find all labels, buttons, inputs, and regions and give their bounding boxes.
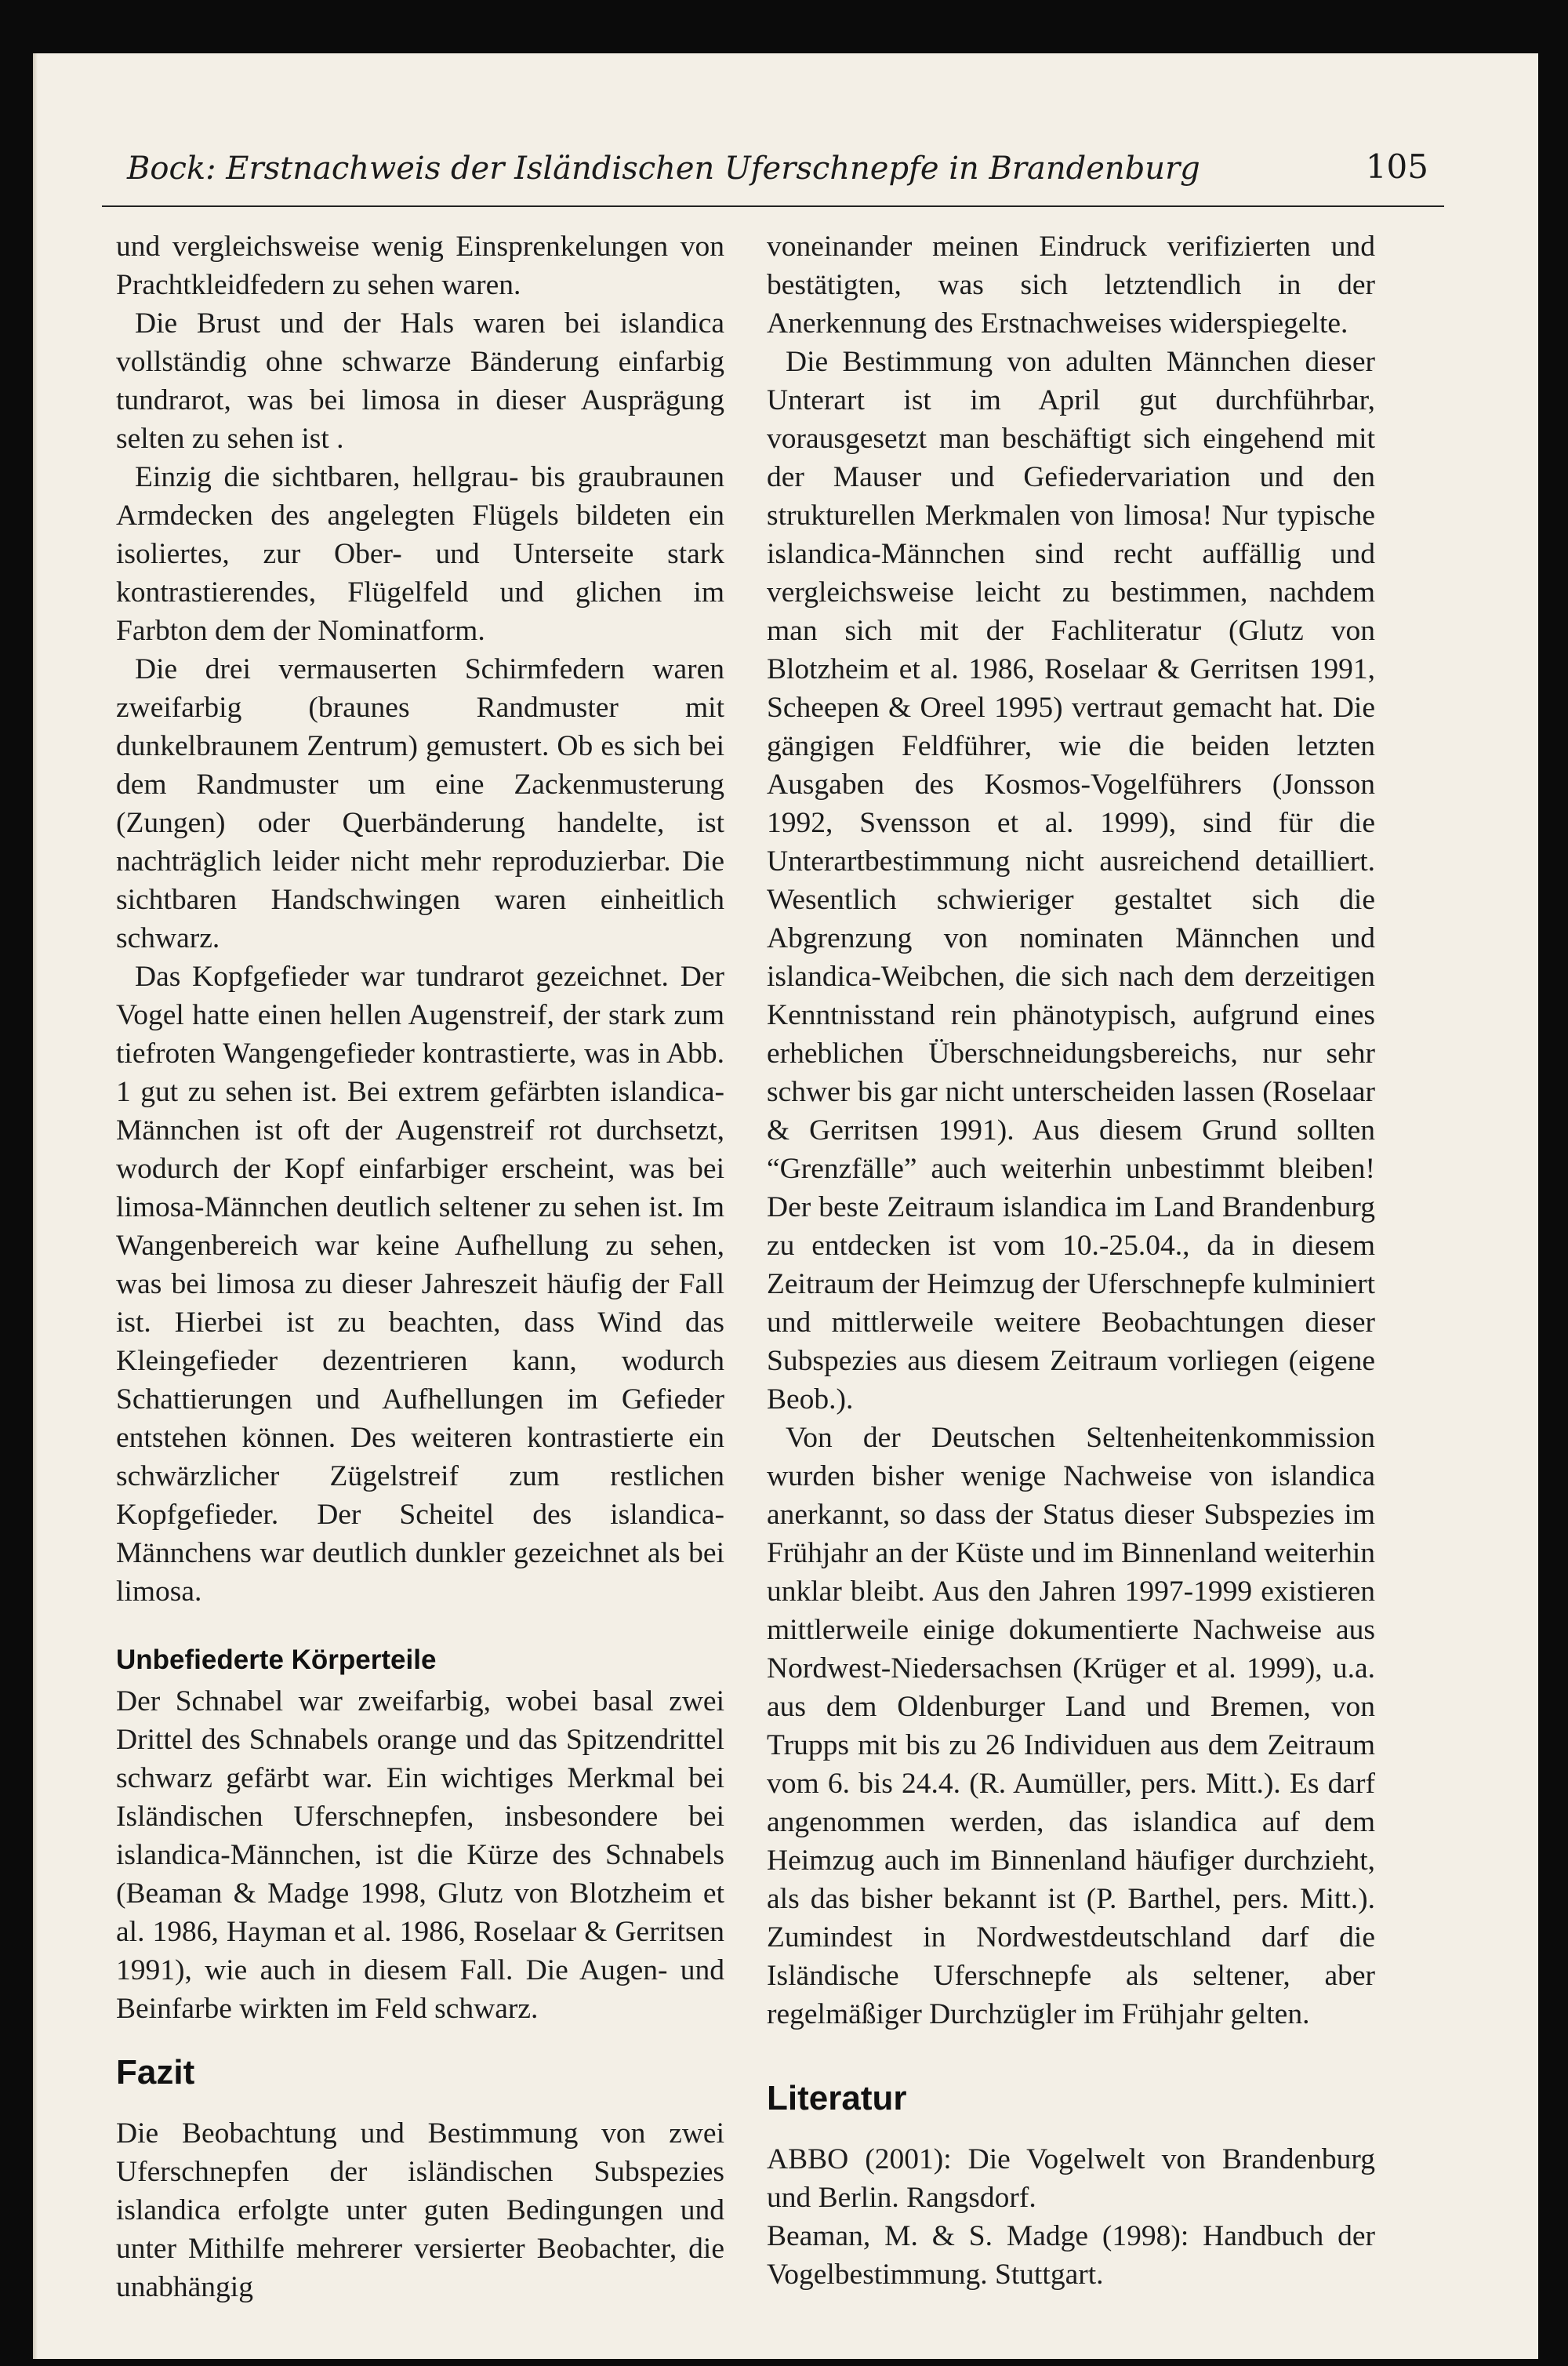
left-column <box>116 227 724 2306</box>
reference-entry: ABBO (2001): Die Vogelwelt von Brandenburg und Berlin. Rangsdorf. <box>767 2143 1375 2214</box>
paragraph: Die drei vermauserten Schirmfedern waren zweifarbig (braunes Randmuster mit dunkelbraunem Zentrum) gemustert. Ob es sich bei dem Randmuster um eine Zackenmusterung (Zungen) oder Querbänderung handelte, ist nachträglich leider nicht mehr reproduzierbar. Die sichtbaren Handschwingen waren einheitlich schwarz. <box>116 653 724 954</box>
scan-edge-shadow <box>33 53 38 2359</box>
paragraph: Die Brust und der Hals waren bei islandica vollständig ohne schwarze Bänderung einfarbig tundrarot, was bei limosa in dieser Ausprägung selten zu sehen ist . <box>116 307 724 455</box>
page-header <box>102 146 1444 207</box>
running-head: Bock: Erstnachweis der Isländischen Uferschnepfe in Brandenburg <box>127 151 1200 187</box>
paragraph: Der Schnabel war zweifarbig, wobei basal zwei Drittel des Schnabels orange und das Spitzendrittel schwarz gefärbt war. Ein wichtiges Merkmal bei Isländischen Uferschnepfen, insbesondere bei islandica-Männchen, ist die Kürze des Schnabels (Beaman & Madge 1998, Glutz von Blotzheim et al. 1986, Hayman et al. 1986, Roselaar & Gerritsen 1991), wie auch in diesem Fall. Die Augen- und Beinfarbe wirkten im Feld schwarz. <box>116 1685 724 2025</box>
right-column <box>767 227 1375 2294</box>
section-heading-fazit: Fazit <box>116 2053 195 2092</box>
paragraph: Die Beobachtung und Bestimmung von zwei Uferschnepfen der isländischen Subspezies islandica erfolgte unter guten Bedingungen und unter Mithilfe mehrerer versierter Beobachter, die unabhängig <box>116 2117 724 2303</box>
section-heading-literatur: Literatur <box>767 2079 907 2117</box>
section-heading-unbefiederte-koerperteile: Unbefiederte Körperteile <box>116 1645 437 1675</box>
paragraph: Das Kopfgefieder war tundrarot gezeichnet. Der Vogel hatte einen hellen Augenstreif, der stark zum tiefroten Wangengefieder kontrastierte, was in Abb. 1 gut zu sehen ist. Bei extrem gefärbten islandica-Männchen ist oft der Augenstreif rot durchsetzt, wodurch der Kopf einfarbiger erscheint, was bei limosa-Männchen deutlich seltener zu sehen ist. Im Wangenbereich war keine Aufhellung zu sehen, was bei limosa zu dieser Jahreszeit häufig der Fall ist. Hierbei ist zu beachten, dass Wind das Kleingefieder dezentrieren kann, wodurch Schattierungen und Aufhellungen im Gefieder entstehen können. Des weiteren kontrastierte ein schwärzlicher Zügelstreif zum restlichen Kopfgefieder. Der Scheitel des islandica-Männchens war deutlich dunkler gezeichnet als bei limosa. <box>116 961 724 1608</box>
journal-page <box>33 53 1538 2359</box>
paragraph: Von der Deutschen Seltenheitenkommission wurden bisher wenige Nachweise von islandica anerkannt, so dass der Status dieser Subspezies im Frühjahr an der Küste und im Binnenland weiterhin unklar bleibt. Aus den Jahren 1997-1999 existieren mittlerweile einige dokumentierte Nachweise aus Nordwest-Niedersachsen (Krüger et al. 1999), u.a. aus dem Oldenburger Land und Bremen, von Trupps mit bis zu 26 Individuen aus dem Zeitraum vom 6. bis 24.4. (R. Aumüller, pers. Mitt.). Es darf angenommen werden, das islandica auf dem Heimzug auch im Binnenland häufiger durchzieht, als das bisher bekannt ist (P. Barthel, pers. Mitt.). Zumindest in Nordwestdeutschland darf die Isländische Uferschnepfe als seltener, aber regelmäßiger Durchzügler im Frühjahr gelten. <box>767 1422 1375 2030</box>
paragraph: Die Bestimmung von adulten Männchen dieser Unterart ist im April gut durchführbar, vorausgesetzt man beschäftigt sich eingehend mit der Mauser und Gefiedervariation und den strukturellen Merkmalen von limosa! Nur typische islandica-Männchen sind recht auffällig und vergleichsweise leicht zu bestimmen, nachdem man sich mit der Fachliteratur (Glutz von Blotzheim et al. 1986, Roselaar & Gerritsen 1991, Scheepen & Oreel 1995) vertraut gemacht hat. Die gängigen Feldführer, wie die beiden letzten Ausgaben des Kosmos-Vogelführers (Jonsson 1992, Svensson et al. 1999), sind für die Unterartbestimmung nicht ausreichend detailliert. Wesentlich schwieriger gestaltet sich die Abgrenzung von nominaten Männchen und islandica-Weibchen, die sich nach dem derzeitigen Kenntnisstand rein phänotypisch, aufgrund eines erheblichen Überschneidungsbereichs, nur sehr schwer bis gar nicht unterscheiden lassen (Roselaar & Gerritsen 1991). Aus diesem Grund sollten “Grenzfälle” auch weiterhin unbestimmt bleiben! Der beste Zeitraum islandica im Land Brandenburg zu entdecken ist vom 10.-25.04., da in diesem Zeitraum der Heimzug der Uferschnepfe kulminiert und mittlerweile weitere Beobachtungen dieser Subspezies aus diesem Zeitraum vorliegen (eigene Beob.). <box>767 346 1375 1416</box>
reference-entry: Beaman, M. & S. Madge (1998): Handbuch der Vogelbestimmung. Stuttgart. <box>767 2220 1375 2291</box>
paragraph: voneinander meinen Eindruck verifizierten und bestätigten, was sich letztendlich in der Anerkennung des Erstnachweises widerspiegelte. <box>767 231 1375 340</box>
page-number: 105 <box>1365 147 1428 186</box>
paragraph: und vergleichsweise wenig Einsprenkelungen von Prachtkleidfedern zu sehen waren. <box>116 231 724 301</box>
paragraph: Einzig die sichtbaren, hellgrau- bis graubraunen Armdecken des angelegten Flügels bildeten ein isoliertes, zur Ober- und Unterseite stark kontrastierendes, Flügelfeld und glichen im Farbton dem der Nominatform. <box>116 461 724 647</box>
